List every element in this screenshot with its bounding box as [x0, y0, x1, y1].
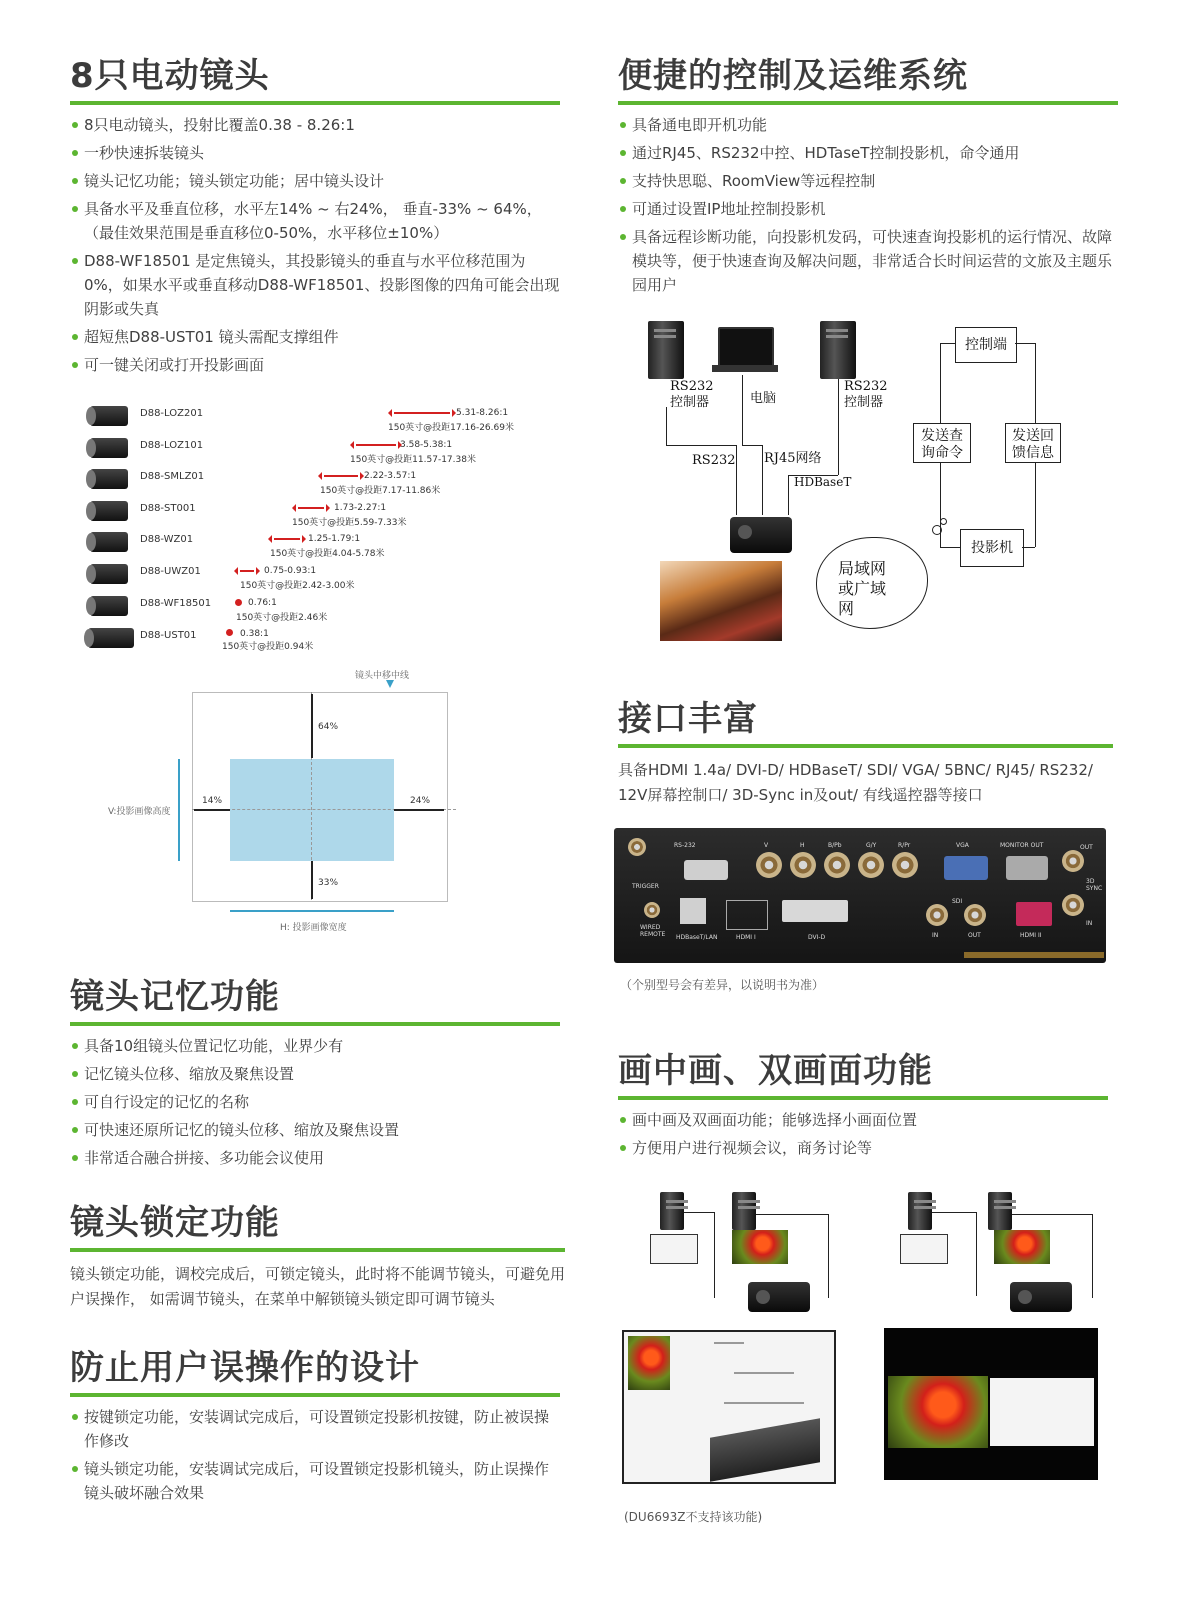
slide-line	[724, 1402, 804, 1404]
section-title: 防止用户误操作的设计	[70, 1348, 420, 1388]
sync-out-port	[1062, 850, 1084, 872]
source-parrot-photo	[732, 1230, 788, 1264]
label-rs232-controller: RS232 控制器	[670, 379, 714, 410]
list-item: 可自行设定的记忆的名称	[70, 1090, 560, 1114]
line	[788, 475, 789, 515]
bullet-list	[618, 1108, 1108, 1160]
image-area	[230, 759, 394, 861]
port-label: B/Pb	[828, 842, 842, 849]
lens-name: D88-ST001	[140, 503, 196, 514]
lens-ratio: 5.31-8.26:1	[456, 408, 509, 418]
line	[666, 407, 667, 445]
hdmi1-port	[726, 900, 768, 930]
laptop-base	[712, 365, 778, 372]
pc-tower-icon	[820, 321, 856, 379]
sync-in-port	[1062, 894, 1084, 916]
line	[1022, 547, 1035, 548]
label-rs232-controller: RS232 控制器	[844, 379, 888, 410]
list-item: 按键锁定功能，安装调试完成后，可设置锁定投影机按键，防止被误操作修改	[70, 1405, 560, 1453]
lens-icon	[90, 438, 128, 458]
lens-icon	[90, 406, 128, 426]
line	[742, 375, 743, 445]
bnc-port	[824, 852, 850, 878]
source-slide	[900, 1234, 948, 1264]
lens-throw: 150英寸@投距0.94米	[222, 642, 314, 652]
line	[940, 547, 960, 548]
dual-screen-illustration	[884, 1188, 1098, 1486]
left-column	[70, 55, 560, 381]
range-arrow	[394, 412, 450, 414]
lens-throw: 150英寸@投距17.16-26.69米	[388, 423, 514, 433]
line	[828, 1214, 829, 1298]
lens-throw: 150英寸@投距2.42-3.00米	[240, 581, 355, 591]
lens-icon	[90, 596, 128, 616]
control-diagram	[640, 315, 1110, 650]
bnc-port	[858, 852, 884, 878]
dual-parrot-photo	[888, 1376, 988, 1448]
rs232-port	[684, 860, 728, 880]
range-arrow	[324, 475, 358, 477]
label-rj45-line: RJ45网络	[764, 451, 822, 466]
axis-label: 镜头中移中线	[355, 671, 410, 681]
lens-name: D88-UST01	[140, 630, 197, 641]
rj45-port	[680, 898, 706, 924]
source-slide	[650, 1234, 698, 1264]
lens-ratio: 0.76:1	[248, 598, 277, 608]
monitor-out-port	[1006, 856, 1048, 880]
pip-note: (DU6693Z不支持该功能)	[624, 1510, 763, 1524]
laptop-icon	[718, 327, 774, 367]
projector-icon	[1010, 1282, 1072, 1312]
trigger-port	[628, 838, 646, 856]
list-item: 可一键关闭或打开投影画面	[70, 353, 560, 377]
lens-row	[88, 497, 548, 527]
lens-throw: 150英寸@投距5.59-7.33米	[292, 518, 407, 528]
list-item: 超短焦D88-UST01 镜头需配支撑组件	[70, 325, 560, 349]
port-label: MONITOR OUT	[1000, 842, 1044, 849]
section-rule	[70, 1393, 560, 1397]
sdi-in-port	[926, 904, 948, 926]
port-label: HDMI I	[736, 934, 756, 941]
ratio-dot	[226, 629, 233, 636]
section-interfaces	[618, 698, 1113, 808]
lens-throw: 150英寸@投距7.17-11.86米	[320, 486, 441, 496]
line	[976, 1212, 977, 1296]
screen-dual	[884, 1328, 1098, 1480]
wired-remote-port	[644, 902, 660, 918]
lens-row	[88, 528, 548, 558]
dual-slide	[990, 1378, 1094, 1446]
list-item: 具备水平及垂直位移，水平左14% ~ 右24%， 垂直-33% ~ 64%，（最佳效果范围是垂直移位0-50%，水平移位±10%）	[70, 197, 560, 245]
section-rule	[70, 1022, 560, 1026]
section-pip	[618, 1050, 1108, 1164]
section-rule	[618, 1096, 1108, 1100]
projector-icon	[748, 1282, 810, 1312]
range-arrow	[240, 570, 254, 572]
port-label: TRIGGER	[632, 883, 659, 890]
shift-right-value: 24%	[410, 796, 431, 806]
lens-row	[88, 592, 548, 622]
port-label: SDI	[952, 898, 963, 905]
height-marker	[178, 759, 180, 861]
line	[736, 445, 737, 515]
center-marker-icon	[386, 680, 394, 688]
line	[838, 379, 839, 475]
lens-ratio: 0.38:1	[240, 629, 269, 639]
section-title: 接口丰富	[618, 699, 758, 739]
list-item: 具备10组镜头位置记忆功能，业界少有	[70, 1034, 560, 1058]
section-title: 8只电动镜头	[70, 56, 270, 96]
label-network: 局域网 或广域 网	[838, 559, 887, 618]
slide-line	[734, 1372, 794, 1374]
list-item: 支持快思聪、RoomView等远程控制	[618, 169, 1118, 193]
port-label: OUT	[1080, 844, 1093, 851]
theater-photo	[660, 561, 782, 641]
lens-throw: 150英寸@投距2.46米	[236, 613, 328, 623]
up-arrow	[311, 694, 313, 758]
lens-shift-diagram	[100, 668, 480, 938]
shift-down-value: 33%	[318, 878, 339, 888]
list-item: 画中画及双画面功能；能够选择小画面位置	[618, 1108, 1108, 1132]
port-label: H	[800, 842, 805, 849]
line	[684, 1212, 714, 1213]
list-item: 非常适合融合拼接、多功能会议使用	[70, 1146, 560, 1170]
bullet-list	[618, 113, 1118, 297]
down-arrow	[311, 861, 313, 899]
line	[1092, 1214, 1093, 1298]
list-item: 可通过设置IP地址控制投影机	[618, 197, 1118, 221]
lens-row	[88, 465, 548, 495]
box-send-feedback: 发送回 馈信息	[1005, 423, 1061, 463]
list-item: 具备远程诊断功能，向投影机发码，可快速查询投影机的运行情况、故障模块等，便于快速查询及解决问题，非常适合长时间运营的文旅及主题乐园用户	[618, 225, 1118, 297]
section-lens-memory	[70, 976, 560, 1174]
cloud-bubble	[940, 518, 947, 525]
bnc-port	[756, 852, 782, 878]
lens-ratio: 3.58-5.38:1	[400, 440, 453, 450]
lens-throw: 150英寸@投距4.04-5.78米	[270, 549, 385, 559]
line	[940, 343, 941, 423]
width-marker	[230, 910, 394, 912]
port-label: R/Pr	[898, 842, 911, 849]
section-rule	[70, 1248, 565, 1252]
rear-panel-photo	[614, 828, 1106, 963]
lens-ratio: 0.75-0.93:1	[264, 566, 317, 576]
port-label: OUT	[968, 932, 981, 939]
bnc-port	[790, 852, 816, 878]
source-parrot-photo	[994, 1230, 1050, 1264]
lens-row	[88, 624, 548, 654]
port-label: V	[764, 842, 769, 849]
v-label: V:投影画像高度	[108, 807, 171, 817]
hdmi2-port	[1016, 902, 1052, 926]
bullet-list	[70, 1034, 560, 1170]
bullet-list	[70, 113, 560, 377]
lens-name: D88-LOZ101	[140, 440, 204, 451]
panel-note: （个别型号会有差异，以说明书为准）	[620, 978, 825, 992]
pc-tower-icon	[732, 1192, 756, 1230]
vga-port	[944, 856, 988, 880]
lens-icon	[90, 501, 128, 521]
port-label: DVI-D	[808, 934, 826, 941]
pc-tower-icon	[988, 1192, 1012, 1230]
line	[1035, 463, 1036, 547]
list-item: D88-WF18501 是定焦镜头，其投影镜头的垂直与水平位移范围为0%，如果水平或垂直移动D88-WF18501、投影图像的四角可能会出现阴影或失真	[70, 249, 560, 321]
lens-name: D88-SMLZ01	[140, 471, 205, 482]
line	[1035, 343, 1036, 423]
range-arrow	[274, 538, 300, 540]
lens-ratio: 1.25-1.79:1	[308, 534, 361, 544]
port-label: VGA	[956, 842, 969, 849]
range-arrow	[356, 444, 396, 446]
pip-illustration	[620, 1188, 832, 1486]
list-item: 具备通电即开机功能	[618, 113, 1118, 137]
bnc-port	[892, 852, 918, 878]
section-rule	[618, 101, 1118, 105]
lens-name: D88-LOZ201	[140, 408, 204, 419]
section-title: 便捷的控制及运维系统	[618, 56, 968, 96]
panel-edge	[964, 952, 1104, 958]
lens-ratio: 1.73-2.27:1	[334, 503, 387, 513]
section-title: 镜头锁定功能	[70, 1203, 280, 1243]
line	[940, 463, 941, 547]
line	[1015, 343, 1035, 344]
cloud-bubble	[932, 525, 942, 535]
box-send-query: 发送查 询命令	[913, 423, 971, 463]
line	[714, 1212, 715, 1298]
shift-left-value: 14%	[202, 796, 223, 806]
list-item: 镜头锁定功能，安装调试完成后，可设置锁定投影机镜头，防止误操作镜头破坏融合效果	[70, 1457, 560, 1505]
list-item: 通过RJ45、RS232中控、HDTaseT控制投影机，命令通用	[618, 141, 1118, 165]
list-item: 方便用户进行视频会议，商务讨论等	[618, 1136, 1108, 1160]
line	[1012, 1214, 1092, 1215]
shift-up-value: 64%	[318, 722, 339, 732]
line	[940, 343, 955, 344]
label-laptop: 电脑	[750, 391, 777, 406]
range-arrow	[298, 507, 324, 509]
dvi-port	[782, 900, 848, 922]
label-hdbaset-line: HDBaseT	[794, 475, 852, 489]
pc-tower-icon	[660, 1192, 684, 1230]
line	[756, 1214, 828, 1215]
slide-screen	[710, 1418, 820, 1481]
projector-icon	[730, 517, 792, 553]
section-lenses	[70, 55, 560, 377]
section-text: 镜头锁定功能，调校完成后，可锁定镜头，此时将不能调节镜头，可避免用户误操作， 如需调节镜头，在菜单中解锁镜头锁定即可调节镜头	[70, 1265, 566, 1308]
port-label: WIRED REMOTE	[640, 924, 666, 938]
line	[762, 445, 763, 515]
left-arrow	[194, 809, 230, 811]
pip-parrot-photo	[628, 1336, 670, 1390]
slide-line	[714, 1342, 744, 1344]
lens-icon	[90, 469, 128, 489]
h-label: H: 投影画像宽度	[280, 923, 347, 933]
list-item: 一秒快速拆装镜头	[70, 141, 560, 165]
lens-row	[88, 560, 548, 590]
port-label: HDMI II	[1020, 932, 1042, 939]
port-label: G/Y	[866, 842, 877, 849]
lens-name: D88-UWZ01	[140, 566, 201, 577]
section-title: 镜头记忆功能	[70, 977, 280, 1017]
label-rs232-line: RS232	[692, 453, 736, 468]
port-label: RS-232	[674, 842, 696, 849]
port-label: HDBaseT/LAN	[676, 934, 718, 941]
section-rule	[618, 744, 1113, 748]
lens-name: D88-WZ01	[140, 534, 194, 545]
section-misoperation	[70, 1347, 560, 1509]
list-item: 8只电动镜头，投射比覆盖0.38 - 8.26:1	[70, 113, 560, 137]
lens-throw: 150英寸@投距11.57-17.38米	[350, 455, 476, 465]
port-label: IN	[1086, 920, 1093, 927]
lens-ratio: 2.22-3.57:1	[364, 471, 417, 481]
ratio-dot	[235, 599, 242, 606]
lens-icon	[90, 564, 128, 584]
list-item: 记忆镜头位移、缩放及聚焦设置	[70, 1062, 560, 1086]
pc-tower-icon	[648, 321, 684, 379]
sdi-out-port	[964, 904, 986, 926]
lens-row	[88, 402, 548, 432]
bullet-list	[70, 1405, 560, 1505]
lens-icon	[88, 628, 134, 648]
lens-icon	[90, 532, 128, 552]
section-rule	[70, 101, 560, 105]
pc-tower-icon	[908, 1192, 932, 1230]
line	[932, 1212, 976, 1213]
section-lens-lock	[70, 1202, 565, 1312]
list-item: 镜头记忆功能；镜头锁定功能；居中镜头设计	[70, 169, 560, 193]
lens-row	[88, 434, 548, 464]
box-control-end: 控制端	[955, 327, 1017, 363]
section-title: 画中画、双画面功能	[618, 1051, 933, 1091]
box-projector: 投影机	[960, 529, 1024, 567]
right-arrow	[394, 809, 444, 811]
line	[666, 445, 736, 446]
lens-throw-chart	[88, 402, 558, 652]
port-label: IN	[932, 932, 939, 939]
lens-name: D88-WF18501	[140, 598, 212, 609]
list-item: 可快速还原所记忆的镜头位移、缩放及聚焦设置	[70, 1118, 560, 1142]
section-control	[618, 55, 1118, 301]
section-text: 具备HDMI 1.4a/ DVI-D/ HDBaseT/ SDI/ VGA/ 5BNC/ RJ45/ RS232/ 12V屏幕控制口/ 3D-Sync in及out/ 有线遥控器等接口	[618, 761, 1093, 804]
port-label: 3D SYNC	[1086, 878, 1103, 892]
line	[742, 445, 762, 446]
